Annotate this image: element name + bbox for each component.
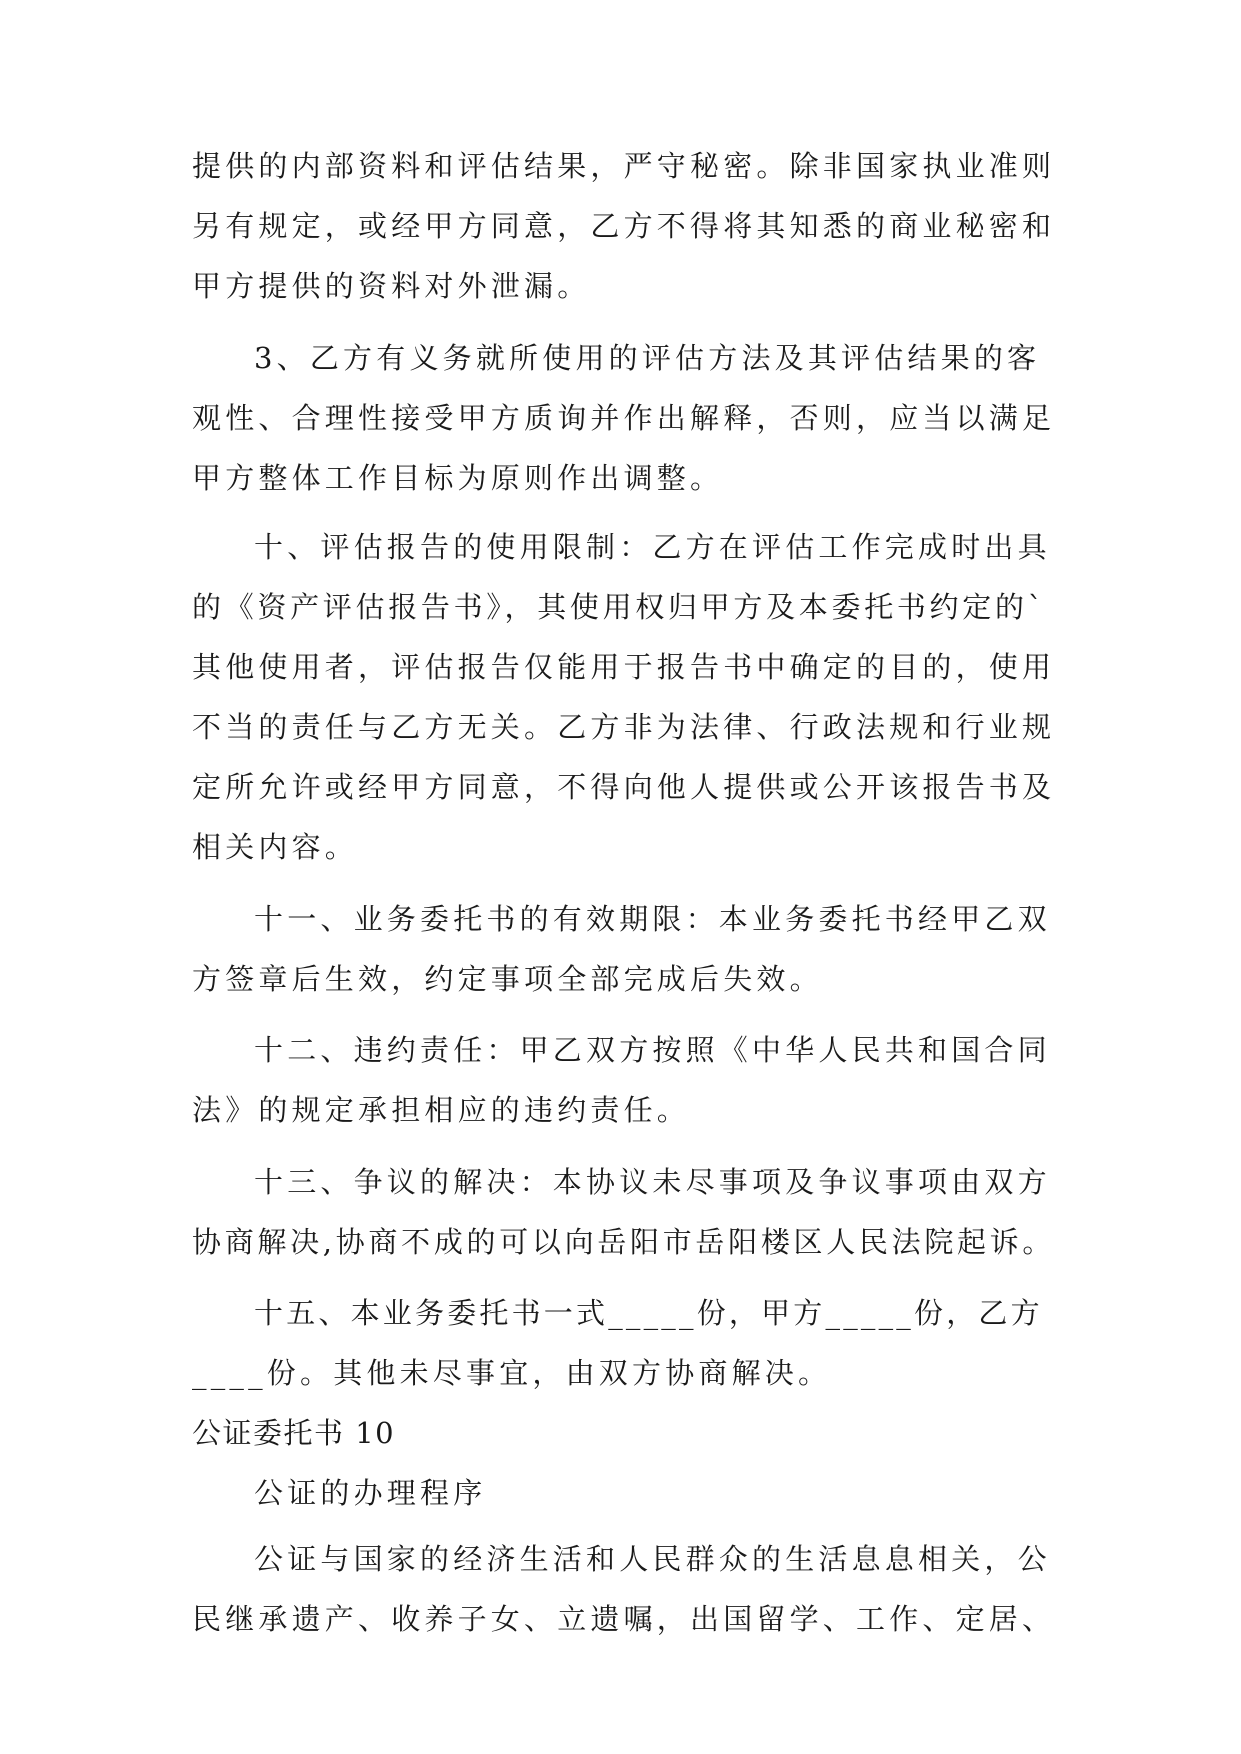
text-line: 提供的内部资料和评估结果，严守秘密。除非国家执业准则	[192, 149, 1056, 183]
text-line: 方签章后生效，约定事项全部完成后失效。	[192, 962, 823, 996]
section-title: 公证委托书 10	[192, 1416, 396, 1450]
text-line: 十一、业务委托书的有效期限：本业务委托书经甲乙双	[254, 902, 1051, 936]
text-line: 十三、争议的解决：本协议未尽事项及争议事项由双方	[254, 1165, 1051, 1199]
text-line: 3、乙方有义务就所使用的评估方法及其评估结果的客	[254, 341, 1041, 375]
text-line: 十二、违约责任：甲乙双方按照《中华人民共和国合同	[254, 1033, 1051, 1067]
text-line: 协商解决,协商不成的可以向岳阳市岳阳楼区人民法院起诉。	[192, 1225, 1056, 1259]
text-line: 甲方提供的资料对外泄漏。	[192, 269, 591, 303]
text-line: 的《资产评估报告书》，其使用权归甲方及本委托书约定的`	[192, 590, 1046, 624]
text-line: 不当的责任与乙方无关。乙方非为法律、行政法规和行业规	[192, 710, 1056, 744]
text-line: 十五、本业务委托书一式_____份，甲方_____份，乙方	[254, 1296, 1043, 1330]
text-line: 十、评估报告的使用限制：乙方在评估工作完成时出具	[254, 530, 1051, 564]
text-line: 定所允许或经甲方同意，不得向他人提供或公开该报告书及	[192, 770, 1056, 804]
text-line: 其他使用者，评估报告仅能用于报告书中确定的目的，使用	[192, 650, 1056, 684]
text-line: 观性、合理性接受甲方质询并作出解释，否则，应当以满足	[192, 401, 1056, 435]
text-line: 民继承遗产、收养子女、立遗嘱，出国留学、工作、定居、	[192, 1602, 1056, 1636]
text-line: 甲方整体工作目标为原则作出调整。	[192, 461, 724, 495]
text-line: 公证与国家的经济生活和人民群众的生活息息相关，公	[254, 1542, 1051, 1576]
text-line: 另有规定，或经甲方同意，乙方不得将其知悉的商业秘密和	[192, 209, 1056, 243]
text-line: 相关内容。	[192, 830, 359, 864]
text-line: 法》的规定承担相应的违约责任。	[192, 1093, 691, 1127]
subsection-title: 公证的办理程序	[254, 1476, 487, 1510]
text-line: ____份。其他未尽事宜，由双方协商解决。	[192, 1356, 832, 1390]
